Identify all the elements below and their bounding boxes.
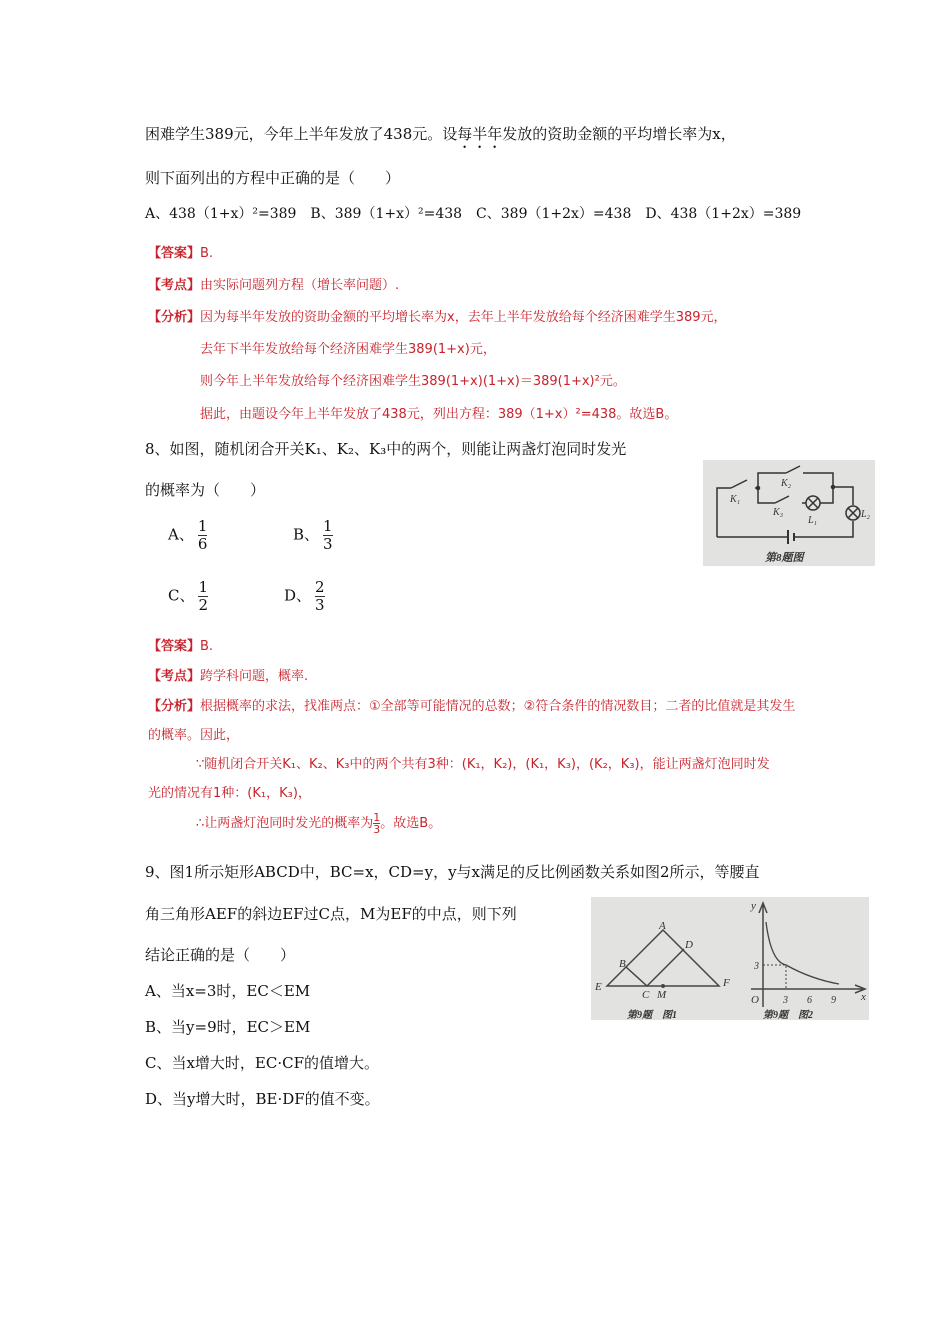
q7-text-line2: 则下面列出的方程中正确的是（ ） xyxy=(145,169,401,187)
label-a: A xyxy=(659,920,666,932)
q7-options: A、438（1+x）²=389 B、389（1+x）²=438 C、389（1+2x）=438 D、438（1+2x）=389 xyxy=(145,206,802,222)
q8-option-d xyxy=(284,579,325,614)
q8-text-line2: 的概率为（ ） xyxy=(145,481,266,499)
fraction xyxy=(315,579,325,614)
text: 发放的资助金额的平均增长率为x， xyxy=(502,125,736,143)
q7-analysis xyxy=(148,309,727,327)
denominator: 2 xyxy=(198,596,209,614)
label-e: E xyxy=(595,981,602,993)
numerator: 1 xyxy=(373,811,381,824)
y-tick-3: 3 xyxy=(754,961,759,972)
q8-conclusion xyxy=(196,812,441,835)
analysis-line: 因为每半年发放的资助金额的平均增长率为x，去年上半年发放给每个经济困难学生389元， xyxy=(200,310,727,325)
circuit-figure xyxy=(703,460,875,566)
q8-answer xyxy=(148,638,213,656)
x-tick-9: 9 xyxy=(831,995,836,1006)
emphasis-text: 每半年 xyxy=(457,125,503,143)
q7-point xyxy=(148,277,399,295)
q9-option-c: C、当x增大时，EC·CF的值增大。 xyxy=(145,1054,380,1072)
point-tag: 【考点】 xyxy=(148,278,201,293)
q8-analysis xyxy=(148,698,795,716)
l2-label: L₂ xyxy=(861,509,871,520)
k1-label: K₁ xyxy=(730,494,741,505)
q8-option-b xyxy=(293,518,333,553)
q7-text-line1 xyxy=(145,124,736,152)
caption-fig2: 第9题 图2 xyxy=(763,1010,813,1020)
y-axis-label: y xyxy=(751,900,756,912)
option-label: C、 xyxy=(168,586,195,605)
denominator: 3 xyxy=(315,596,325,614)
l1-label: L₁ xyxy=(808,515,818,526)
q8-option-c xyxy=(168,579,208,614)
analysis-line: 光的情况有1种：(K₁，K₃)， xyxy=(148,786,311,801)
text: ∴让两盏灯泡同时发光的概率为 xyxy=(196,816,374,831)
analysis-line: ∵随机闭合开关K₁、K₂、K₃中的两个共有3种：(K₁，K₂)，(K₁，K₃)，(K₂，K₃)，能让两盏灯泡同时发 xyxy=(196,757,770,772)
fraction xyxy=(323,518,333,553)
x-tick-6: 6 xyxy=(807,995,812,1006)
label-d: D xyxy=(685,939,693,951)
caption-fig1: 第9题 图1 xyxy=(627,1010,677,1020)
label-c: C xyxy=(642,989,650,1001)
q9-text-line1: 9、图1所示矩形ABCD中，BC=x，CD=y，y与x满足的反比例函数关系如图2所示，等腰直 xyxy=(145,863,760,881)
numerator: 2 xyxy=(315,578,325,596)
k2-label: K₂ xyxy=(781,478,792,489)
analysis-line: 的概率。因此， xyxy=(148,728,240,743)
q9-figures xyxy=(591,897,869,1020)
answer-text: B. xyxy=(200,246,214,261)
analysis-line: 据此，由题设今年上半年发放了438元，列出方程：389（1+x）²=438。故选B。 xyxy=(200,407,678,422)
label-b: B xyxy=(619,958,626,970)
denominator: 6 xyxy=(197,535,208,553)
x-tick-3: 3 xyxy=(783,995,788,1006)
q7-answer xyxy=(148,245,213,263)
analysis-tag: 【分析】 xyxy=(148,310,201,325)
point-text: 由实际问题列方程（增长率问题）. xyxy=(200,278,400,293)
point-text: 跨学科问题，概率. xyxy=(200,669,309,684)
x-axis-label: x xyxy=(861,991,866,1003)
origin-label: O xyxy=(751,994,759,1006)
q8-option-a xyxy=(168,518,207,553)
denominator: 3 xyxy=(323,535,333,553)
point-tag: 【考点】 xyxy=(148,669,201,684)
q9-text-line2: 角三角形AEF的斜边EF过C点，M为EF的中点，则下列 xyxy=(145,905,517,923)
text: 困难学生389元，今年上半年发放了438元。设 xyxy=(145,125,458,143)
option-label: A、 xyxy=(168,525,194,544)
analysis-line: 根据概率的求法，找准两点：①全部等可能情况的总数；②符合条件的情况数目；二者的比值就是其发生 xyxy=(200,699,796,714)
option-label: B、 xyxy=(293,525,320,544)
q9-text-line3: 结论正确的是（ ） xyxy=(145,946,296,964)
q8-point xyxy=(148,668,308,686)
answer-tag: 【答案】 xyxy=(148,246,201,261)
q9-option-b: B、当y=9时，EC＞EM xyxy=(145,1018,311,1036)
answer-tag: 【答案】 xyxy=(148,639,201,654)
k3-label: K₃ xyxy=(773,507,784,518)
q8-text-line1: 8、如图，随机闭合开关K₁、K₂、K₃中的两个，则能让两盏灯泡同时发光 xyxy=(145,440,627,458)
text: 。故选B。 xyxy=(380,816,442,831)
label-f: F xyxy=(723,977,730,989)
fraction xyxy=(198,518,208,553)
answer-text: B. xyxy=(200,639,214,654)
q9-option-d: D、当y增大时，BE·DF的值不变。 xyxy=(145,1090,380,1108)
analysis-tag: 【分析】 xyxy=(148,699,201,714)
analysis-line: 则今年上半年发放给每个经济困难学生389(1+x)(1+x)＝389(1+x)²元。 xyxy=(200,374,626,389)
label-m: M xyxy=(657,989,667,1001)
option-label: D、 xyxy=(284,586,312,605)
numerator: 1 xyxy=(323,517,333,535)
q9-option-a: A、当x=3时，EC＜EM xyxy=(145,982,311,1000)
analysis-line: 去年下半年发放给每个经济困难学生389(1+x)元， xyxy=(200,342,496,357)
numerator: 1 xyxy=(197,517,208,535)
fraction xyxy=(198,579,208,614)
denominator: 3 xyxy=(373,823,381,836)
figure-caption: 第8题图 xyxy=(765,552,804,564)
numerator: 1 xyxy=(198,578,209,596)
